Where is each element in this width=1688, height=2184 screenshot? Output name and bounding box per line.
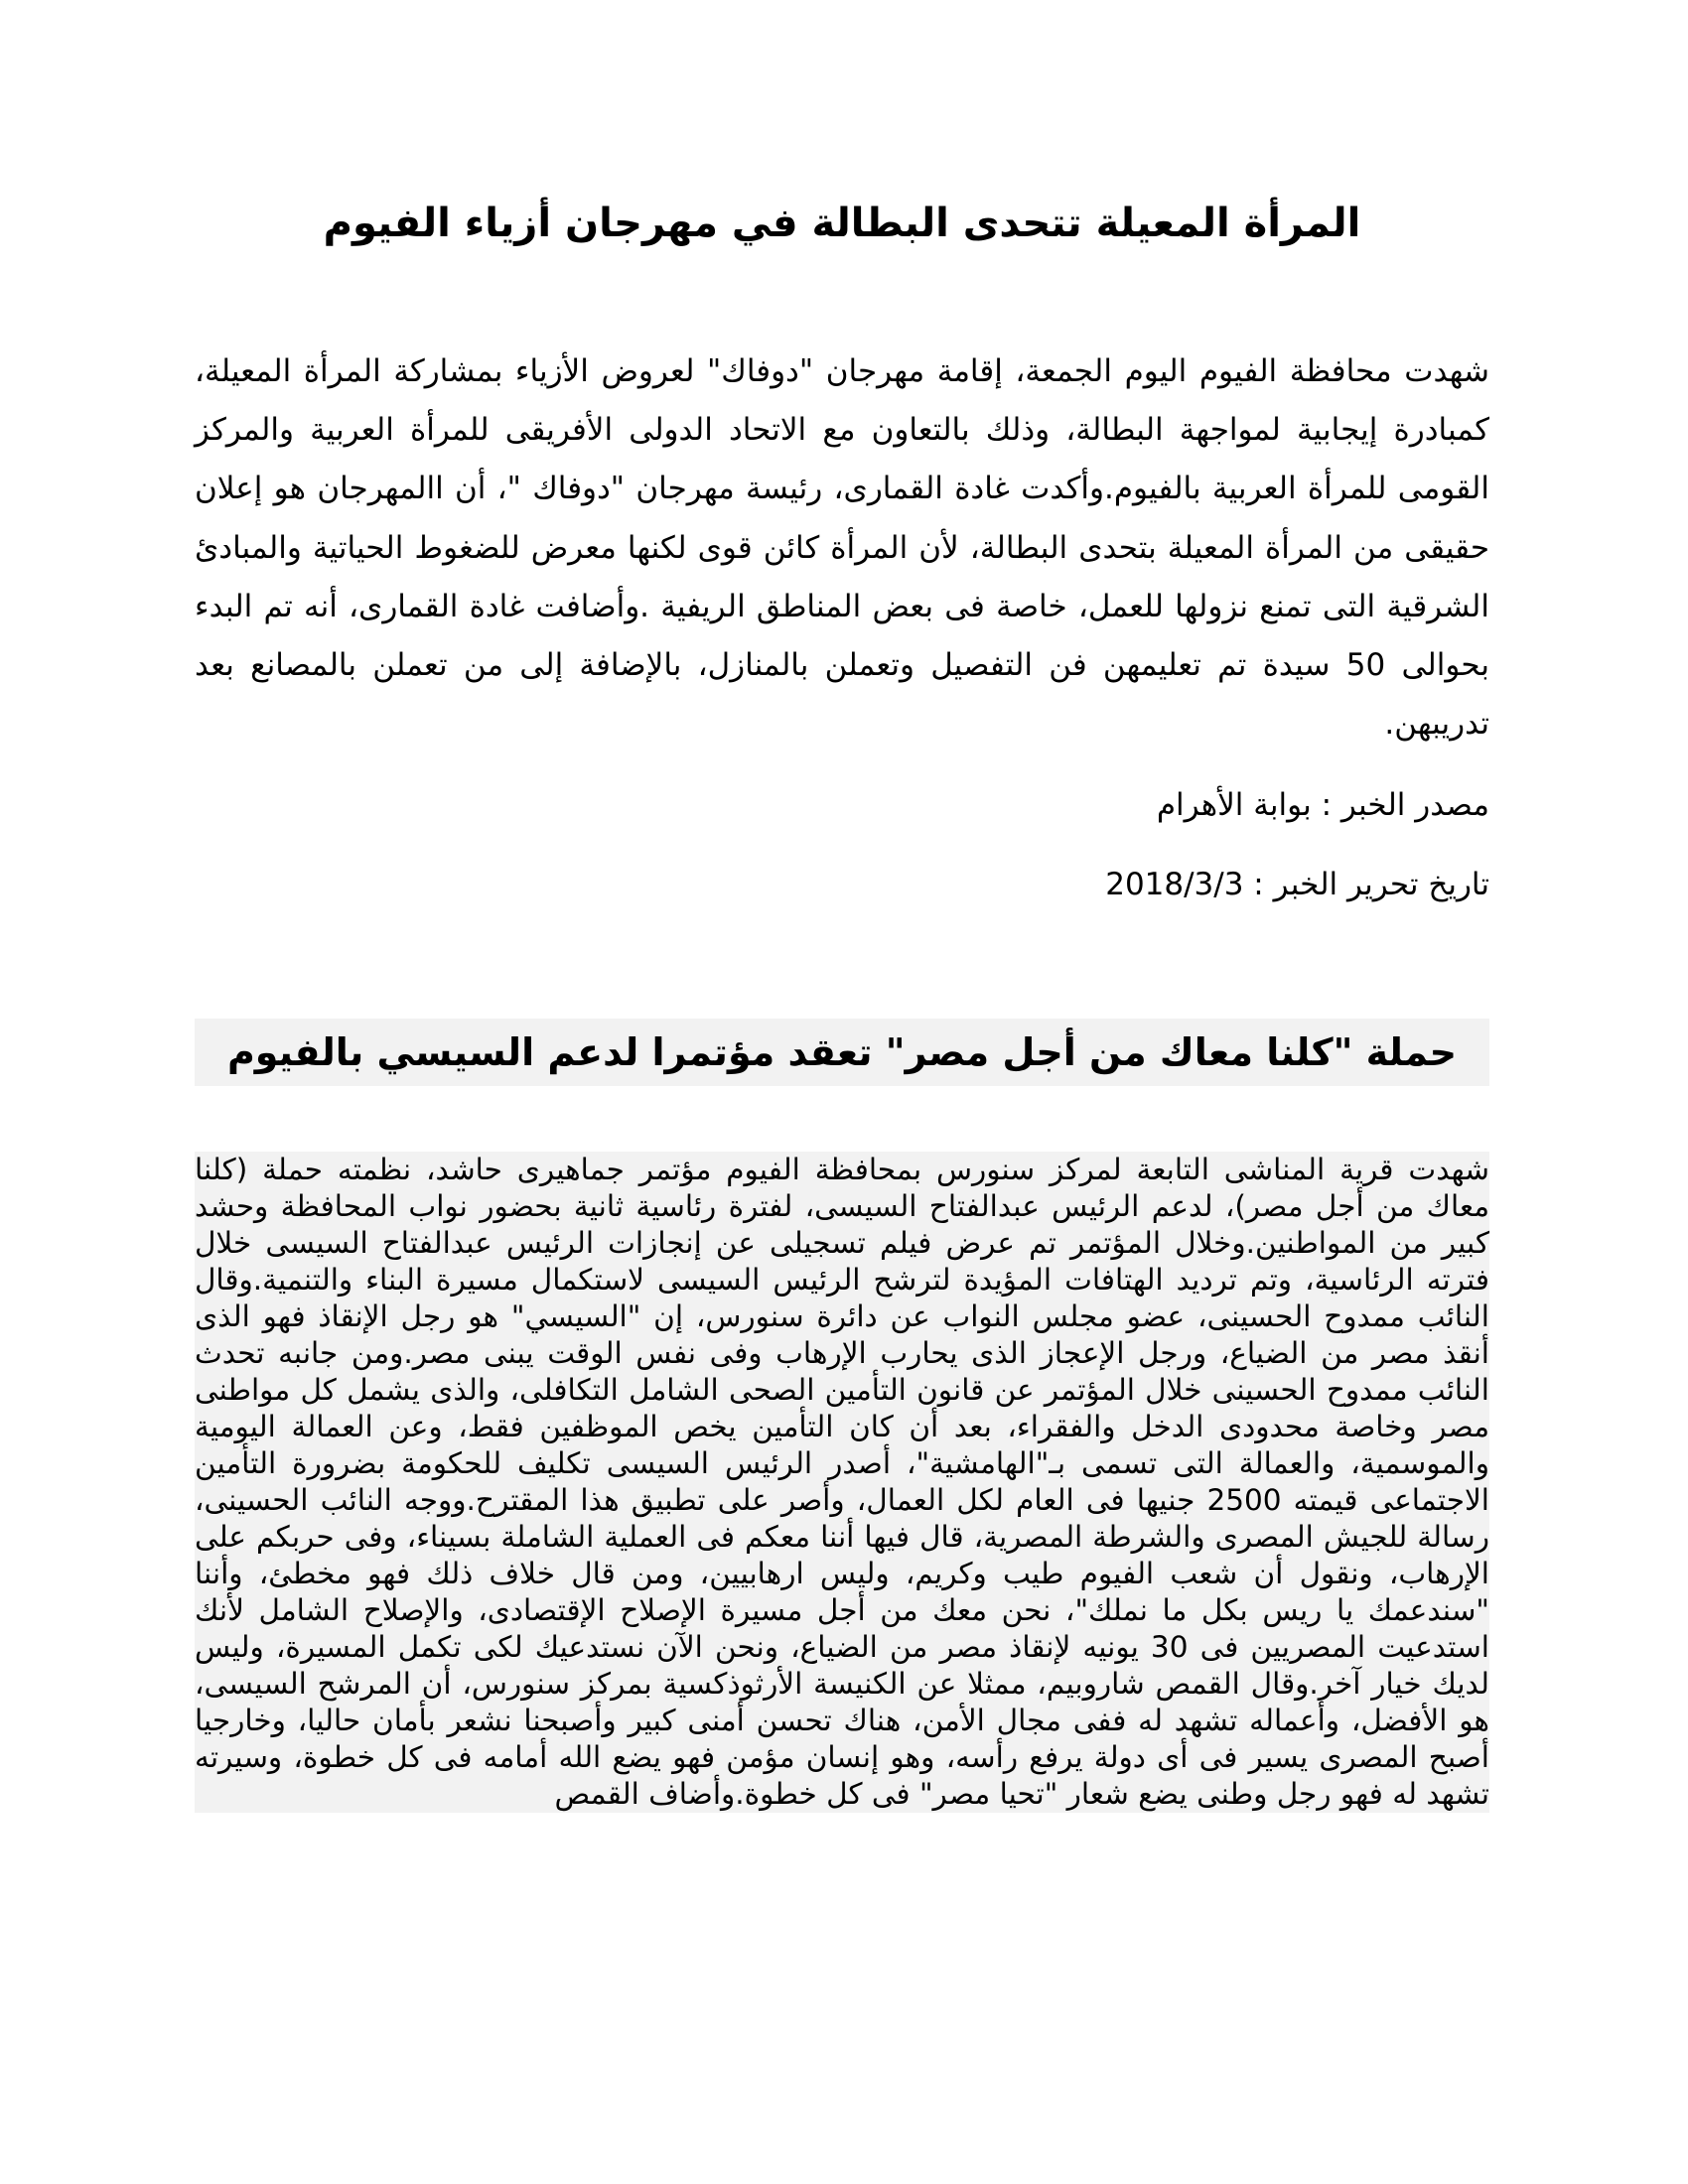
article-1-date: تاريخ تحرير الخبر : 2018/3/3 [1105,867,1489,902]
article-1-source: مصدر الخبر : بوابة الأهرام [1156,787,1489,823]
article-1-title: المرأة المعيلة تتحدى البطالة في مهرجان أزياء الفيوم [323,201,1361,246]
article-1-body: شهدت محافظة الفيوم اليوم الجمعة، إقامة مهرجان "دوفاك" لعروض الأزياء بمشاركة المرأة المعيلة، كمبادرة إيجابية لمواجهة البطالة، وذلك بالتعاون مع الاتحاد الدولى الأفريقى للمرأة العربية والمركز القومى للمرأة العربية بالفيوم.وأكدت غادة القمارى، رئيسة مهرجان "دوفاك "، أن االمهرجان هو إعلان حقيقى من المرأة المعيلة بتحدى البطالة، لأن المرأة كائن قوى لكنها معرض للضغوط الحياتية والمبادئ الشرقية التى تمنع نزولها للعمل، خاصة فى بعض المناطق الريفية .وأضافت غادة القمارى، أنه تم البدء بحوالى 50 سيدة تم تعليمهن فن التفصيل وتعملن بالمنازل، بالإضافة إلى من تعملن بالمصانع بعد تدريبهن. [195,353,1489,743]
article-2-title: حملة "كلنا معاك من أجل مصر" تعقد مؤتمرا لدعم السيسي بالفيوم [226,1030,1458,1074]
article-2-body: شهدت قرية المناشى التابعة لمركز سنورس بمحافظة الفيوم مؤتمر جماهيرى حاشد، نظمته حملة (كلنا معاك من أجل مصر)، لدعم الرئيس عبدالفتاح السيسى، لفترة رئاسية ثانية بحضور نواب المحافظة وحشد كبير من المواطنين.وخلال المؤتمر تم عرض فيلم تسجيلى عن إنجازات الرئيس عبدالفتاح السيسى خلال فترته الرئاسية، وتم ترديد الهتافات المؤيدة لترشح الرئيس السيسى لاستكمال مسيرة البناء والتنمية.وقال النائب ممدوح الحسينى، عضو مجلس النواب عن دائرة سنورس، إن "السيسي" هو رجل الإنقاذ فهو الذى أنقذ مصر من الضياع، ورجل الإعجاز الذى يحارب الإرهاب وفى نفس الوقت يبنى مصر.ومن جانبه تحدث النائب ممدوح الحسينى خلال المؤتمر عن قانون التأمين الصحى الشامل التكافلى، والذى يشمل كل مواطنى مصر وخاصة محدودى الدخل والفقراء، بعد أن كان التأمين يخص الموظفين فقط، وعن العمالة اليومية والموسمية، والعمالة التى تسمى بـ"الهامشية"، أصدر الرئيس السيسى تكليف للحكومة بضرورة التأمين الاجتماعى قيمته 2500 جنيها فى العام لكل العمال، وأصر على تطبيق هذا المقترح.ووجه النائب الحسينى، رسالة للجيش المصرى والشرطة المصرية، قال فيها أننا معكم فى العملية الشاملة بسيناء، وفى حربكم على الإرهاب، ونقول أن شعب الفيوم طيب وكريم، وليس ارهابيين، ومن قال خلاف ذلك فهو مخطئ، وأننا "سندعمك يا ريس بكل ما نملك"، نحن معك من أجل مسيرة الإصلاح الإقتصادى، والإصلاح الشامل لأنك استدعيت المصريين فى 30 يونيه لإنقاذ مصر من الضياع، ونحن الآن نستدعيك لكى تكمل المسيرة، وليس لديك خيار آخر.وقال القمص شاروبيم، ممثلا عن الكنيسة الأرثوذكسية بمركز سنورس، أن المرشح السيسى، هو الأفضل، وأعماله تشهد له ففى مجال الأمن، هناك تحسن أمنى كبير وأصبحنا نشعر بأمان حاليا، وخارجيا أصبح المصرى يسير فى أى دولة يرفع رأسه، وهو إنسان مؤمن فهو يضع الله أمامه فى كل خطوة، وسيرته تشهد له فهو رجل وطنى يضع شعار "تحيا مصر" فى كل خطوة.وأضاف القمص [195,1153,1489,1811]
